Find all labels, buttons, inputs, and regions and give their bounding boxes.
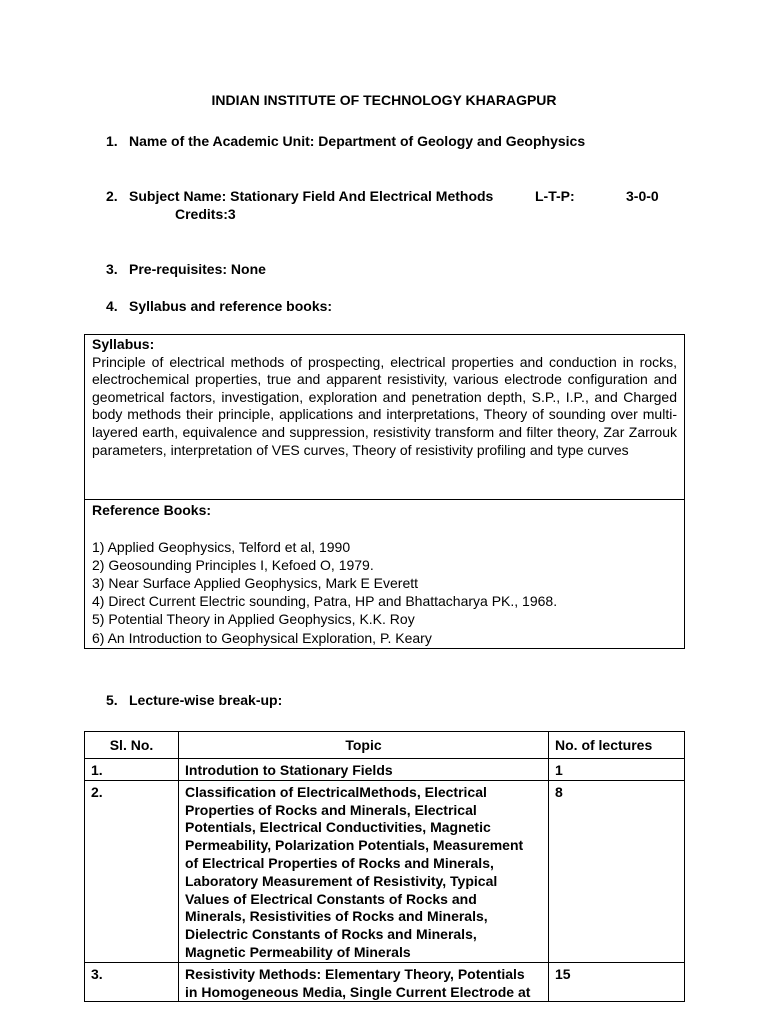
col-header-topic: Topic bbox=[179, 732, 549, 759]
syllabus-body: Principle of electrical methods of prospecting, electrical properties and conduction in rocks, electrochemical properties, true and apparent resistivity, various electrode configuration and geometrical factors, investigation, exploration and penetration depth, S.P., I.P., and Charged body methods their principle, applications and interpretations, Theory of sounding over multi-layered earth, equivalence and suppression, resistivity transform and filter theory, Zar Zarrouk parameters, interpretation of VES curves, Theory of resistivity profiling and type curves bbox=[92, 353, 677, 458]
row-topic: Resistivity Methods: Elementary Theory, Potentials in Homogeneous Media, Single Current Electrode at bbox=[179, 962, 549, 1002]
prerequisites-text: Pre-requisites: None bbox=[129, 261, 266, 277]
lecture-header-row bbox=[85, 732, 685, 759]
lecture-table bbox=[84, 731, 685, 1002]
col-header-sl: Sl. No. bbox=[85, 732, 179, 759]
institute-title: INDIAN INSTITUTE OF TECHNOLOGY KHARAGPUR bbox=[211, 92, 557, 108]
reference-item: 4) Direct Current Electric sounding, Patra, HP and Bhattacharya PK., 1968. bbox=[92, 593, 558, 610]
reference-list bbox=[92, 538, 677, 647]
reference-item: 6) An Introduction to Geophysical Exploration, P. Keary bbox=[92, 629, 432, 646]
item-number: 3. bbox=[106, 261, 118, 277]
table-row bbox=[85, 780, 685, 962]
syllabus-cell bbox=[85, 335, 685, 500]
references-cell bbox=[85, 500, 685, 649]
reference-item: 5) Potential Theory in Applied Geophysics, K.K. Roy bbox=[92, 611, 415, 628]
ltp-label: L-T-P: bbox=[535, 188, 575, 204]
syllabus-label: Syllabus: bbox=[92, 336, 155, 352]
table-row bbox=[85, 962, 685, 1002]
col-header-count: No. of lectures bbox=[549, 732, 685, 759]
row-sl: 2. bbox=[85, 780, 179, 962]
academic-unit-text: Name of the Academic Unit: Department of Geology and Geophysics bbox=[129, 133, 586, 149]
row-sl: 3. bbox=[85, 962, 179, 1002]
reference-item: 1) Applied Geophysics, Telford et al, 1990 bbox=[92, 538, 351, 555]
item-number: 1. bbox=[106, 133, 118, 149]
lecture-heading-text: Lecture-wise break-up: bbox=[129, 692, 283, 708]
subject-name-text: Subject Name: Stationary Field And Electrical Methods bbox=[129, 188, 494, 204]
references-label: Reference Books: bbox=[92, 502, 212, 518]
reference-item: 3) Near Surface Applied Geophysics, Mark E Everett bbox=[92, 575, 419, 591]
reference-item: 2) Geosounding Principles I, Kefoed O, 1979. bbox=[92, 556, 374, 573]
item-number: 5. bbox=[106, 692, 118, 708]
syllabus-table bbox=[84, 334, 685, 649]
item-number: 2. bbox=[106, 188, 118, 204]
credits-text: Credits:3 bbox=[175, 206, 236, 222]
ltp-value: 3-0-0 bbox=[626, 188, 659, 204]
table-row bbox=[85, 759, 685, 781]
row-topic: Introdution to Stationary Fields bbox=[179, 759, 549, 781]
row-count: 15 bbox=[549, 962, 685, 1002]
syllabus-heading-text: Syllabus and reference books: bbox=[129, 298, 333, 314]
row-count: 8 bbox=[549, 780, 685, 962]
row-sl: 1. bbox=[85, 759, 179, 781]
row-topic: Classification of ElectricalMethods, Electrical Properties of Rocks and Minerals, Electrical Potentials, Electrical Conductivities, Magnetic Permeability, Polarization Potentials, Measurement of Electrical Properties of Rocks and Minerals, Laboratory Measurement of Resistivity, Typical Values of Electrical Constants of Rocks and Minerals, Resistivities of Rocks and Minerals, Dielectric Constants of Rocks and Minerals, Magnetic Permeability of Minerals bbox=[179, 780, 549, 962]
row-count: 1 bbox=[549, 759, 685, 781]
item-number: 4. bbox=[106, 298, 118, 314]
